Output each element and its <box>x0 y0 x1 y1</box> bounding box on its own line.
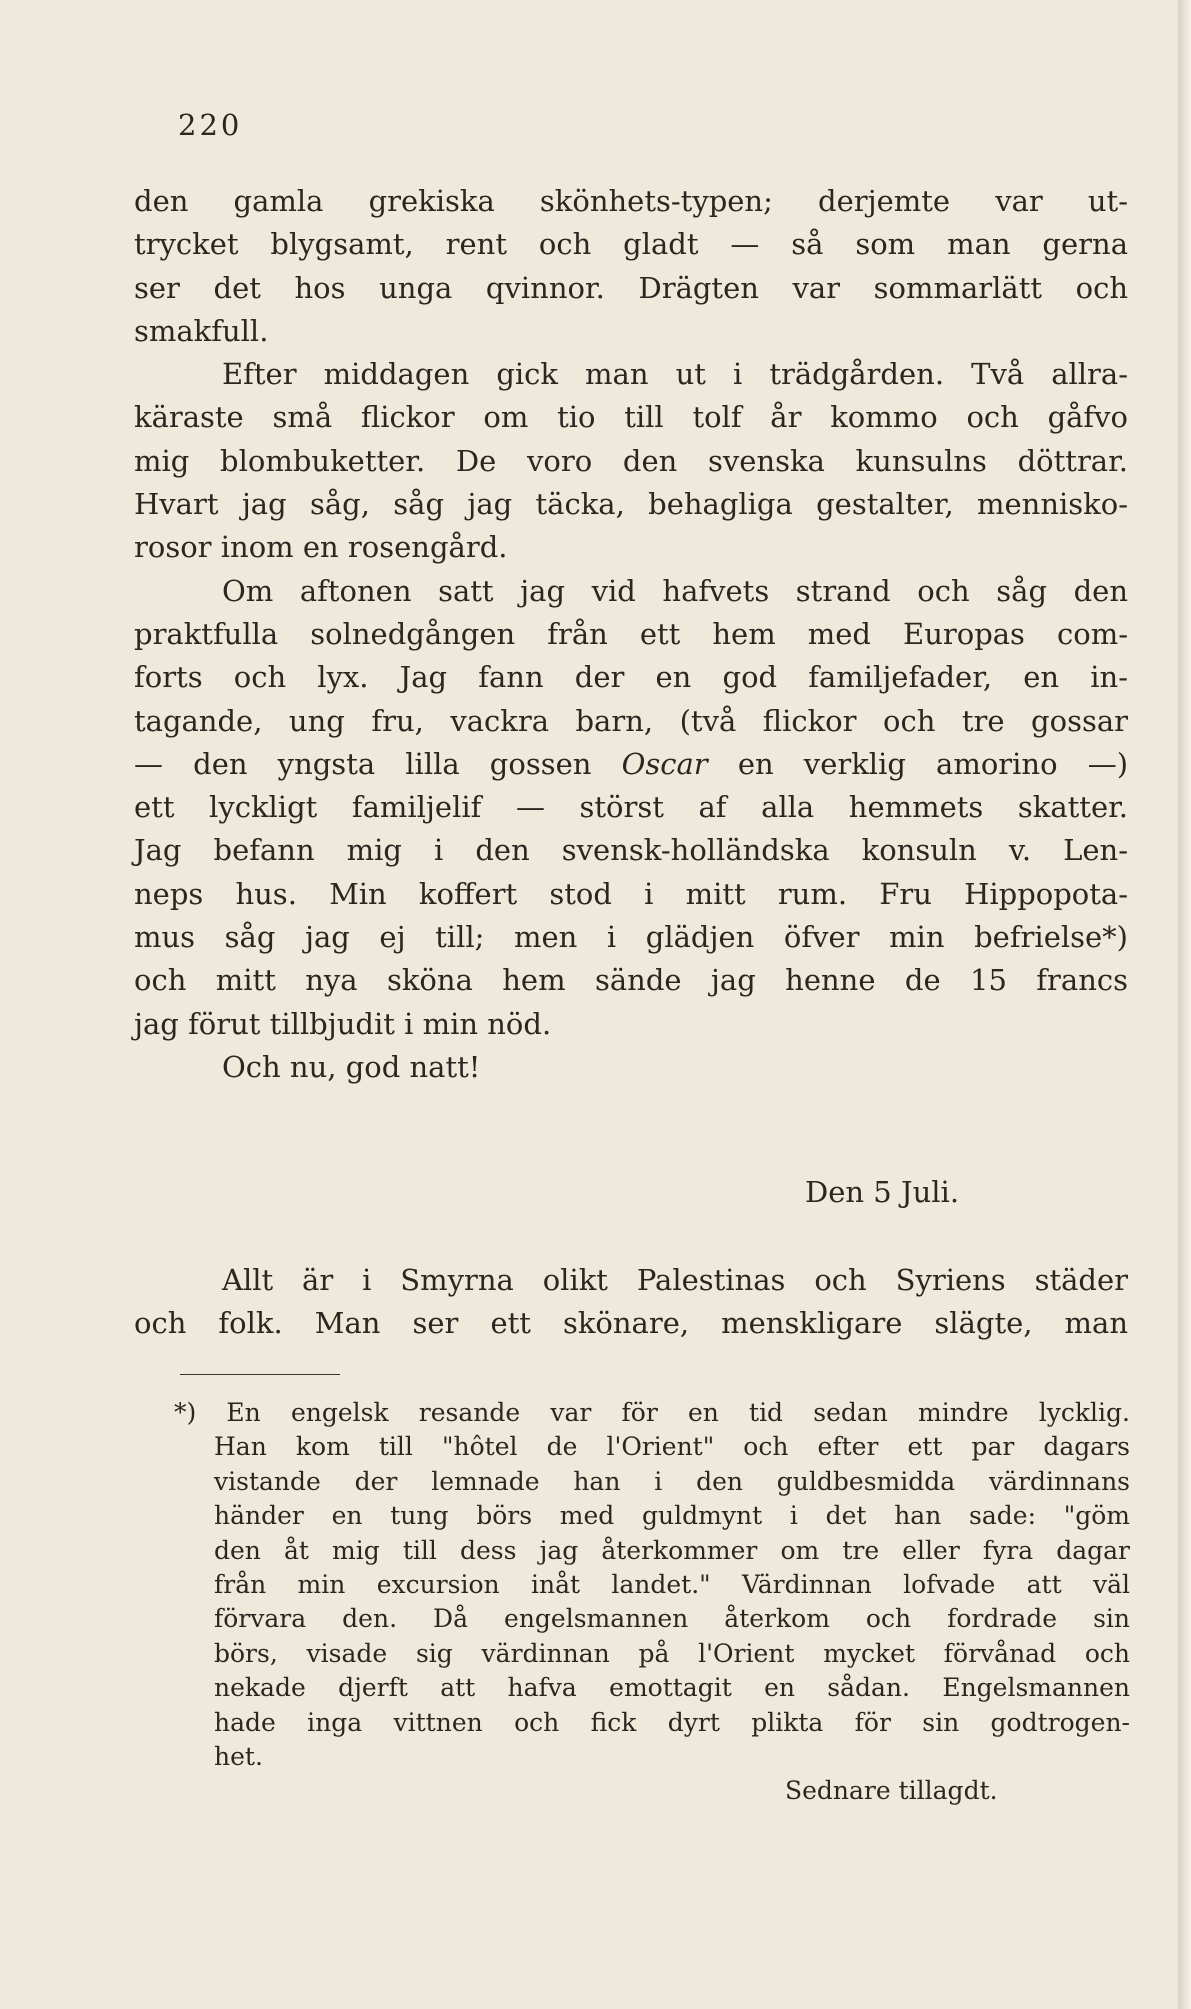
text-line: mig blombuketter. De voro den svenska kunsulns döttrar. <box>134 443 1128 478</box>
text-line: praktfulla solnedgången från ett hem med Europas com- <box>134 616 1128 651</box>
text-line: Jag befann mig i den svensk-holländska konsuln v. Len- <box>134 833 1128 868</box>
footnote-block <box>174 1396 1130 1774</box>
text-line: och mitt nya sköna hem sände jag henne de 15 francs <box>134 963 1128 998</box>
footnote-line: Han kom till "hôtel de l'Orient" och efter ett par dagars <box>214 1432 1130 1462</box>
text-line: mus såg jag ej till; men i glädjen öfver min befrielse*) <box>134 920 1128 955</box>
second-text-block <box>134 1259 1128 1346</box>
text-line: den gamla grekiska skönhets-typen; derjemte var ut- <box>134 184 1128 218</box>
text-line: jag förut tillbjudit i min nöd. <box>134 1006 552 1041</box>
footnote-line: het. <box>214 1741 263 1771</box>
footnote-signature: Sednare tillagdt. <box>785 1776 998 1805</box>
text-line: käraste små flickor om tio till tolf år kommo och gåfvo <box>134 400 1128 435</box>
footnote-line: vistande der lemnade han i den guldbesmidda värdinnans <box>214 1466 1130 1496</box>
text-line: rosor inom en rosengård. <box>134 530 508 565</box>
text-line: smakfull. <box>134 313 269 348</box>
paragraph-start-line: Allt är i Smyrna olikt Palestinas och Syriens städer <box>222 1263 1128 1297</box>
footnote-line: börs, visade sig värdinnan på l'Orient mycket förvånad och <box>214 1638 1130 1668</box>
text-line: och folk. Man ser ett skönare, menskligare slägte, man <box>134 1306 1128 1341</box>
date-heading: Den 5 Juli. <box>805 1175 960 1209</box>
text-segment: en verklig amorino —) <box>737 746 1129 781</box>
text-line: neps hus. Min koffert stod i mitt rum. Fru Hippopota- <box>134 876 1128 911</box>
footnote-line: den åt mig till dess jag återkommer om tre eller fyra dagar <box>214 1535 1130 1565</box>
text-line-with-italic <box>134 743 1128 786</box>
text-line: trycket blygsamt, rent och gladt — så som man gerna <box>134 227 1128 262</box>
text-segment: — den yngsta lilla gossen <box>134 746 592 781</box>
italic-name-oscar: Oscar <box>621 746 708 781</box>
text-line: tagande, ung fru, vackra barn, (två flickor och tre gossar <box>134 703 1128 738</box>
footnote-line: händer en tung börs med guldmynt i det han sade: "göm <box>214 1501 1130 1531</box>
text-line: Och nu, god natt! <box>222 1049 481 1084</box>
footnote-line: från min excursion inåt landet." Värdinnan lofvade att väl <box>214 1569 1130 1599</box>
page-number: 220 <box>178 108 243 142</box>
footnote-line: förvara den. Då engelsmannen återkom och fordrade sin <box>214 1604 1130 1634</box>
footnote-line: nekade djerft att hafva emottagit en sådan. Engelsmannen <box>214 1673 1130 1703</box>
footnote-divider <box>180 1374 340 1375</box>
text-line: forts och lyx. Jag fann der en god familjefader, en in- <box>134 660 1128 695</box>
paragraph-start-line: Om aftonen satt jag vid hafvets strand och såg den <box>222 573 1128 608</box>
paragraph-start-line: Efter middagen gick man ut i trädgården. Två allra- <box>222 357 1128 392</box>
text-line: ser det hos unga qvinnor. Drägten var sommarlätt och <box>134 270 1128 305</box>
page-edge-shadow <box>1178 0 1191 2009</box>
text-line: ett lyckligt familjelif — störst af alla hemmets skatter. <box>134 790 1128 825</box>
main-text-block <box>134 180 1128 1089</box>
footnote-line: hade inga vittnen och fick dyrt plikta för sin godtrogen- <box>214 1707 1130 1737</box>
text-line: Hvart jag såg, såg jag täcka, behagliga gestalter, mennisko- <box>134 487 1128 522</box>
footnote-line: *) En engelsk resande var för en tid sedan mindre lycklig. <box>174 1398 1130 1427</box>
